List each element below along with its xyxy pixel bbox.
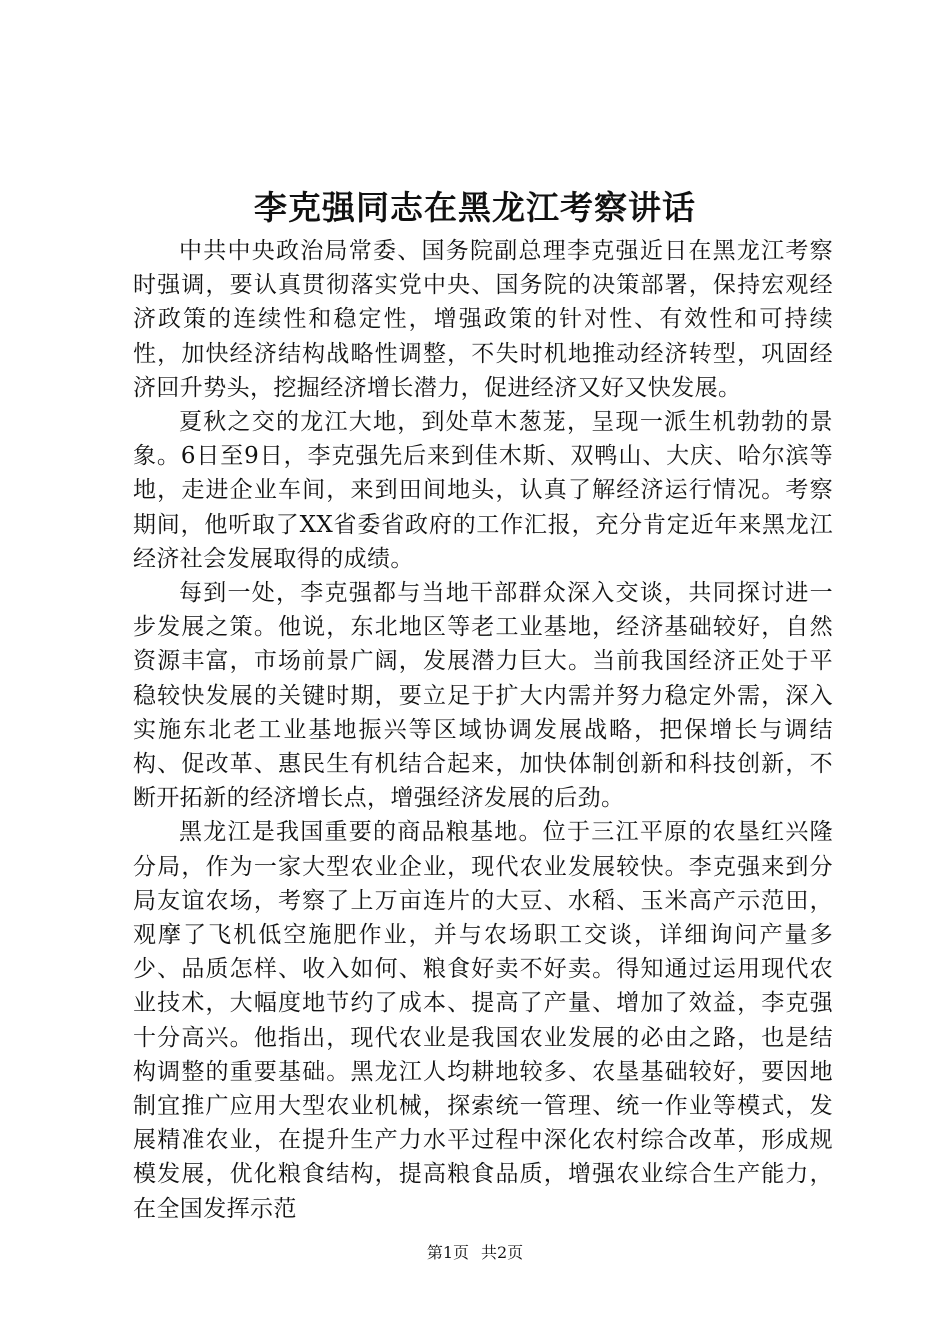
page-footer bbox=[0, 1242, 950, 1264]
paragraph: 中共中央政治局常委、国务院副总理李克强近日在黑龙江考察时强调，要认真贯彻落实党中央、国务院的决策部署，保持宏观经济政策的连续性和稳定性，增强政策的针对性、有效性和可持续性，加快经济结构战略性调整，不失时机地推动经济转型，巩固经济回升势头，挖掘经济增长潜力，促进经济又好又快发展。 bbox=[133, 238, 833, 401]
document-body bbox=[133, 234, 833, 1226]
paragraph: 夏秋之交的龙江大地，到处草木葱茏，呈现一派生机勃勃的景象。6日至9日，李克强先后来到佳木斯、双鸭山、大庆、哈尔滨等地，走进企业车间，来到田间地头，认真了解经济运行情况。考察期间，他听取了XX省委省政府的工作汇报，充分肯定近年来黑龙江经济社会发展取得的成绩。 bbox=[133, 409, 833, 572]
paragraph: 黑龙江是我国重要的商品粮基地。位于三江平原的农垦红兴隆分局，作为一家大型农业企业，现代农业发展较快。李克强来到分局友谊农场，考察了上万亩连片的大豆、水稻、玉米高产示范田，观摩了飞机低空施肥作业，并与农场职工交谈，详细询问产量多少、品质怎样、收入如何、粮食好卖不好卖。得知通过运用现代农业技术，大幅度地节约了成本、提高了产量、增加了效益，李克强十分高兴。他指出，现代农业是我国农业发展的必由之路，也是结构调整的重要基础。黑龙江人均耕地较多、农垦基础较好，要因地制宜推广应用大型农业机械，探索统一管理、统一作业等模式，发展精准农业，在提升生产力水平过程中深化农村综合改革，形成规模发展，优化粮食结构，提高粮食品质，增强农业综合生产能力，在全国发挥示范 bbox=[133, 819, 833, 1222]
page-total: 共2页 bbox=[481, 1243, 524, 1262]
paragraph: 每到一处，李克强都与当地干部群众深入交谈，共同探讨进一步发展之策。他说，东北地区等老工业基地，经济基础较好，自然资源丰富，市场前景广阔，发展潜力巨大。当前我国经济正处于平稳较快发展的关键时期，要立足于扩大内需并努力稳定外需，深入实施东北老工业基地振兴等区域协调发展战略，把保增长与调结构、促改革、惠民生有机结合起来，加快体制创新和科技创新，不断开拓新的经济增长点，增强经济发展的后劲。 bbox=[133, 580, 833, 812]
document-title: 李克强同志在黑龙江考察讲话 bbox=[254, 188, 696, 227]
page-number: 第1页 bbox=[426, 1243, 469, 1262]
